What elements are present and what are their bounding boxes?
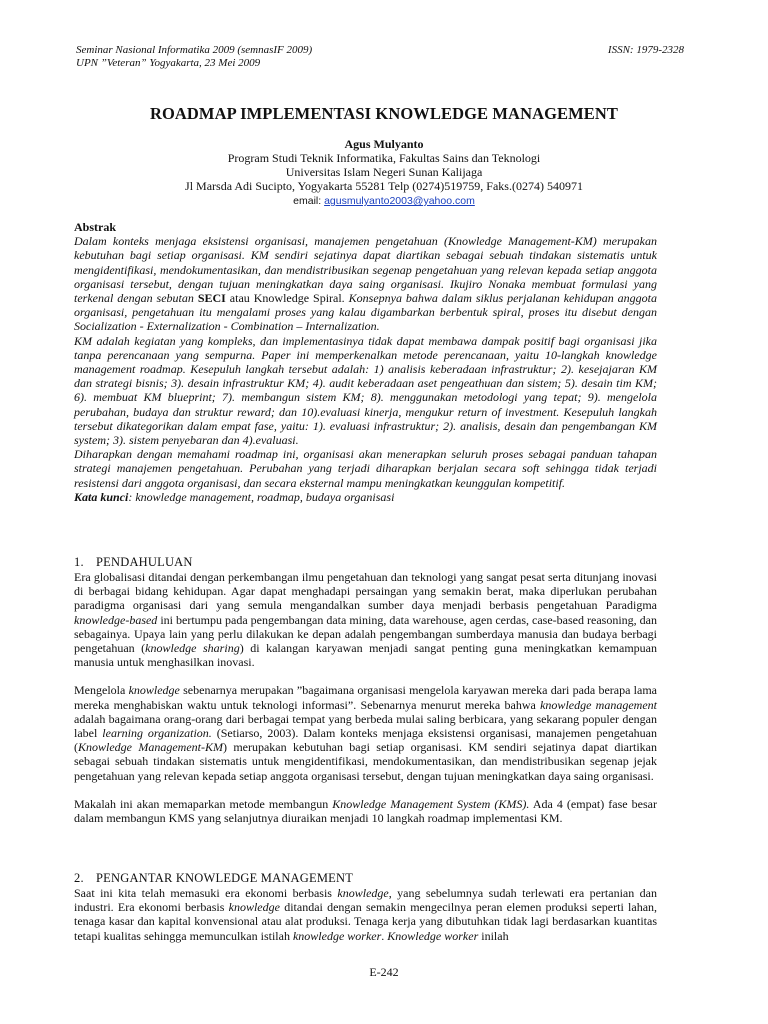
section-1-body — [74, 570, 657, 825]
abstract — [74, 220, 657, 504]
section-2-paragraph-1: Saat ini kita telah memasuki era ekonomi berbasis knowledge, yang sebelumnya sudah terlewati era pertanian dan industri. Era ekonomi berbasis knowledge ditandai dengan semakin mengecilnya peran elemen produksi seperti lahan, tenaga kasar dan kapital konvensional atau alat produksi. Tenaga kerja yang dibutuhkan tidak lagi berdasarkan kuantitas tetapi kualitas sehingga memunculkan istilah knowledge worker. Knowledge worker inilah — [74, 886, 658, 943]
paper-title: ROADMAP IMPLEMENTASI KNOWLEDGE MANAGEMENT — [149, 104, 619, 123]
author-name — [0, 137, 768, 152]
author-affiliation-2: Universitas Islam Negeri Sunan Kalijaga — [285, 165, 483, 179]
section-2-body — [74, 886, 657, 943]
keywords-text: : knowledge management, roadmap, budaya organisasi — [128, 489, 395, 504]
keywords-label: Kata kunci — [74, 489, 129, 504]
issn: ISSN: 1979-2328 — [607, 44, 684, 56]
section-1-paragraph-1: Era globalisasi ditandai dengan perkembangan ilmu pengetahuan dan teknologi yang sangat pesat serta ditunjang inovasi di berbagai bidang kehidupan. Agar dapat menghadapi persaingan yang semakin berat, maka diperlukan perubahan paradigma organisasi dari yang semula mengandalkan sumber daya menjadi berbasis pengetahuan Paradigma knowledge-based ini bertumpu pada pengembangan data mining, data warehouse, agen cerdas, case-based reasoning, dan sebagainya. Upaya lain yang perlu dilakukan ke depan adalah pengembangan sumberdaya manusia dan budaya berbagi pengetahuan (knowledge sharing) di kalangan karyawan menjadi sangat penting guna meningkatkan kemampuan manusia untuk menghasilkan inovasi. — [74, 570, 657, 670]
section-1-heading — [74, 555, 193, 570]
section-2-heading — [74, 871, 353, 886]
section-1-paragraph-2: Mengelola knowledge sebenarnya merupakan ”bagaimana organisasi mengelola karyawan mereka dari pada berapa lama mereka menghabiskan waktu untuk teknologi informasi”. Sebenarnya menurut mereka bahwa knowledge management adalah bagaimana orang-orang dari berbagai tempat yang berbeda mulai saling berbicara, yang sekarang populer dengan label learning organization. (Setiarso, 2003). Dalam konteks menjaga eksistensi organisasi, manajemen pengetahuan (Knowledge Management-KM) merupakan kebutuhan bagi setiap organisasi. KM sendiri sejatinya dapat diartikan sebagai sebuah tindakan sistematis untuk mengidentifikasi, mendokumentasikan, dan mendistribusikan segenap jejak pengetahuan yang relevan kepada setiap anggota organisasi tersebut, dengan tujuan meningkatkan daya saing organisasi. — [74, 683, 658, 783]
section-2-number: 2. — [74, 871, 84, 885]
abstract-heading: Abstrak — [74, 220, 117, 234]
section-1-title: PENDAHULUAN — [96, 555, 193, 569]
keywords — [74, 490, 657, 504]
conference-venue: UPN ”Veteran” Yogyakarta, 23 Mei 2009 — [76, 57, 261, 69]
conference-name: Seminar Nasional Informatika 2009 (semnasIF 2009) — [76, 44, 313, 56]
abstract-paragraph-1: Dalam konteks menjaga eksistensi organisasi, manajemen pengetahuan (Knowledge Management-KM) merupakan kebutuhan bagi setiap organisasi. KM sendiri sejatinya dapat diartikan sebagai sebuah tindakan sistematis untuk mengidentifikasi, mendokumentasikan, dan mendistribusikan segenap pengetahuan yang relevan kepada setiap anggota organisasi tersebut, dengan tujuan meningkatkan daya saing organisasi. Ikujiro Nonaka membuat formulasi yang terkenal dengan sebutan SECI atau Knowledge Spiral. Konsepnya bahwa dalam siklus perjalanan kehidupan anggota organisasi, pengetahuan itu mengalami proses yang kalau digambarkan berbentuk spiral, proses itu disebut dengan Socialization - Externalization - Combination – Internalization. — [74, 234, 657, 334]
abstract-paragraph-3: Diharapkan dengan memahami roadmap ini, organisasi akan menerapkan seluruh proses sebagai panduan tahapan strategi manajemen pengetahuan. Perubahan yang terjadi diharapkan berjalan secara soft sehingga tidak terjadi resistensi dari anggota organisasi, dan secara eksternal mampu meningkatkan keunggulan kompetitif. — [74, 447, 657, 490]
running-header — [76, 44, 684, 57]
author-name-text: Agus Mulyanto — [344, 137, 424, 151]
page-number: E-242 — [369, 965, 399, 979]
author-email-line — [0, 194, 768, 209]
running-header-line2 — [76, 57, 684, 70]
email-label: email: — [293, 195, 322, 207]
author-affiliation-1: Program Studi Teknik Informatika, Fakultas Sains dan Teknologi — [227, 151, 541, 165]
email-link[interactable]: agusmulyanto2003@yahoo.com — [324, 195, 475, 207]
section-1-paragraph-3: Makalah ini akan memaparkan metode membangun Knowledge Management System (KMS). Ada 4 (empat) fase besar dalam membangun KMS yang selanjutnya diuraikan menjadi 10 langkah roadmap implementasi KM. — [74, 796, 657, 826]
section-2-title: PENGANTAR KNOWLEDGE MANAGEMENT — [96, 871, 354, 885]
author-address: Jl Marsda Adi Sucipto, Yogyakarta 55281 Telp (0274)519759, Faks.(0274) 540971 — [185, 179, 583, 193]
abstract-paragraph-2: KM adalah kegiatan yang kompleks, dan implementasinya tidak dapat membawa dampak positif bagi organisasi jika tanpa perencanaan yang sempurna. Paper ini memperkenalkan metode perencanaan, yaitu 10-langkah knowledge management roadmap. Kesepuluh langkah tersebut adalah: 1) analisis keberadaan infrastruktur; 2). kesejajaran KM dan strategi bisnis; 3). desain infrastruktur KM; 4). audit keberadaan aset pengeathuan dan sistem; 5). desain tim KM; 6). membuat KM blueprint; 7). membangun sistem KM; 8). menggunakan metodologi yang tepat; 9). mengelola perubahan, budaya dan struktur reward; dan 10).evaluasi kinerja, mengukur return of investment. Kesepuluh langkah tersebut dikategorikan dalam empat fase, yaitu: 1). evaluasi infrastruktur; 2). analisis, desain dan pengembangan KM system; 3). sistem penyebaran dan 4).evaluasi. — [74, 333, 657, 448]
seci-term: SECI — [197, 291, 226, 306]
section-1-number: 1. — [74, 555, 84, 569]
